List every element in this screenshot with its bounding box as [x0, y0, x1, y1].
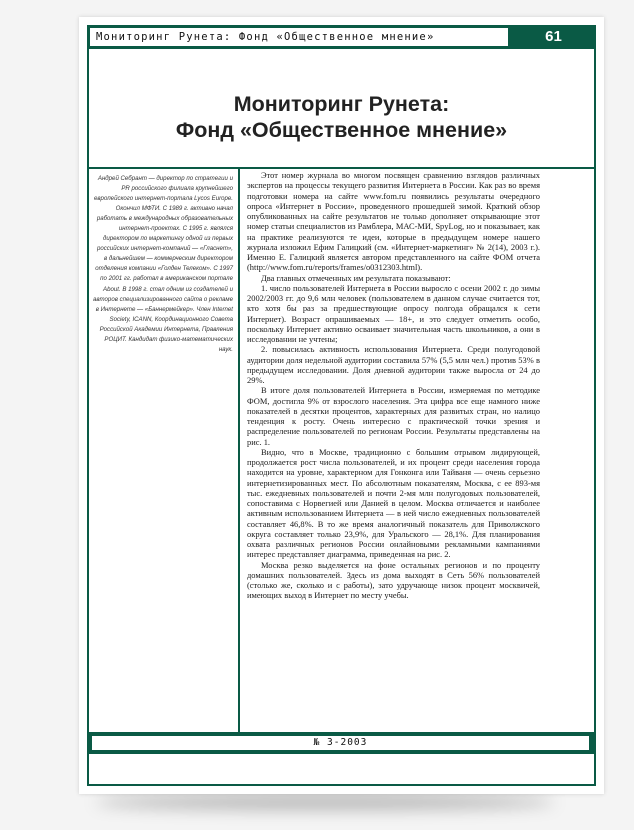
column-divider: [238, 169, 240, 732]
article-title-line-1: Мониторинг Рунета:: [233, 92, 450, 116]
body-paragraph: Этот номер журнала во многом посвящен сравнению взглядов различных экспертов на процессы текущего развития Интернета в России. Как раз во время подготовки номера на сайте www.fom.ru появились результаты очередного опроса «Интернет в России», проведенного прошедшей зимой. Краткий обзор опубликованных на сайте результатов не только дополняет открывающие этот номер статьи специалистов из Рамблера, МАС-МИ, SpyLog, но и показывает, как на практике реализуются те идеи, которые в предыдущем номере нашего журнала изложил Ефим Галицкий (см. «Интернет-маркетинг» № 2(14), 2003 г.). Именно Е. Галицкий является автором представленного на сайте ФОМ отчета (http://www.fom.ru/reports/frames/o0312303.html).: [247, 170, 540, 273]
header-bar: [87, 25, 596, 49]
running-title: Мониторинг Рунета: Фонд «Общественное мнение»: [89, 27, 509, 47]
body-paragraph: 2. повысилась активность использования Интернета. Среди полугодовой аудитории доля недельной аудитории составила 57% (5,5 млн чел.) против 53% в предыдущем исследовании. Доля дневной аудитории также выросла от 24 до 29%.: [247, 344, 540, 385]
body-paragraph: В итоге доля пользователей Интернета в России, измеряемая по методике ФОМ, достигла 9% от взрослого населения. Эта цифра все еще намного ниже показателей в десятки процентов, характерных для развитых стран, но налицо тенденция к росту. Очень интересно с практической точки зрения и распределение пользователей по регионам России. Результаты представлены на рис. 1.: [247, 385, 540, 447]
body-paragraph: Москва резко выделяется на фоне остальных регионов и по проценту домашних пользователей. Здесь из дома выходят в Сеть 56% пользователей (столько же, сколько и с работы), зато удручающе низок процент москвичей, имеющих выход в Интернет по месту учебы.: [247, 559, 540, 601]
body-paragraph: Видно, что в Москве, традиционно с большим отрывом лидирующей, продолжается рост числа пользователей, и их процент среди населения города находится на уровне, характерном для Гонконга или Тайваня — очень серьезно интернетизированных мест. По абсолютным показателям, Москва, с ее 893-мя тыс. ежедневных пользователей и почти 2-мя млн полугодовых пользователей, сопоставима с Норвегией или Данией в целом. Москва отличается и наиболее активным использованием Интернета — в ней число ежедневных пользователей составляет 46,8%. В то же время аналогичный показатель для Приволжского округа составляет только 23,9%, для Уральского — 28,1%. Для планирования охвата различных регионов России онлайновыми рекламными кампаниями интерес представляет диаграмма, приведенная на рис. 2.: [247, 446, 540, 560]
page-drop-shadow: [95, 795, 555, 809]
body-paragraph: Два главных отмеченных им результата показывают:: [261, 272, 451, 283]
article-title-line-2: Фонд «Общественное мнение»: [175, 118, 508, 142]
issue-number: № 3-2003: [91, 735, 590, 751]
body-paragraph: 1. число пользователей Интернета в России выросло с осени 2002 г. до зимы 2002/2003 гг. до 9,6 млн человек (пользователем в данном случае считается тот, кто хотя бы раз за предшествующие опросу полгода обращался к сети Интернет). Возраст опрашиваемых — 18+, и это следует отметить особо, поскольку Интернет активно осваивает значительная часть школьников, а они в исследовании не учтены;: [247, 282, 540, 344]
title-area: [89, 49, 594, 167]
author-bio: Андрей Себрант — директор по стратегии и PR российского филиала крупнейшего европейского интернет-портала Lycos Europe. Окончил МФТИ. С 1989 г. активно начал работать в международных образовательных интернет-проектах. С 1995 г. являлся директором по маркетингу одной из первых российских интернет-компаний — «Гласнет», в дальнейшем — коммерческим директором отделения компании «Голден Телеком». С 1997 по 2001 гг. работал в американском портале About. В 1998 г. стал одним из создателей и авторов специализированного сайта о рекламе в Интернете — «Баннермейкер». Член Internet Society, ICANN, Координационного Совета Российской Академии Интернета, Правления РОЦИТ. Кандидат физико-математических наук.: [93, 175, 233, 353]
footer-bar: [87, 732, 596, 754]
author-sidebar: [93, 174, 233, 355]
article-title: [89, 49, 594, 143]
title-divider: [89, 167, 594, 169]
magazine-page: [79, 17, 604, 794]
article-body: [247, 170, 540, 601]
page-number: 61: [545, 28, 562, 45]
